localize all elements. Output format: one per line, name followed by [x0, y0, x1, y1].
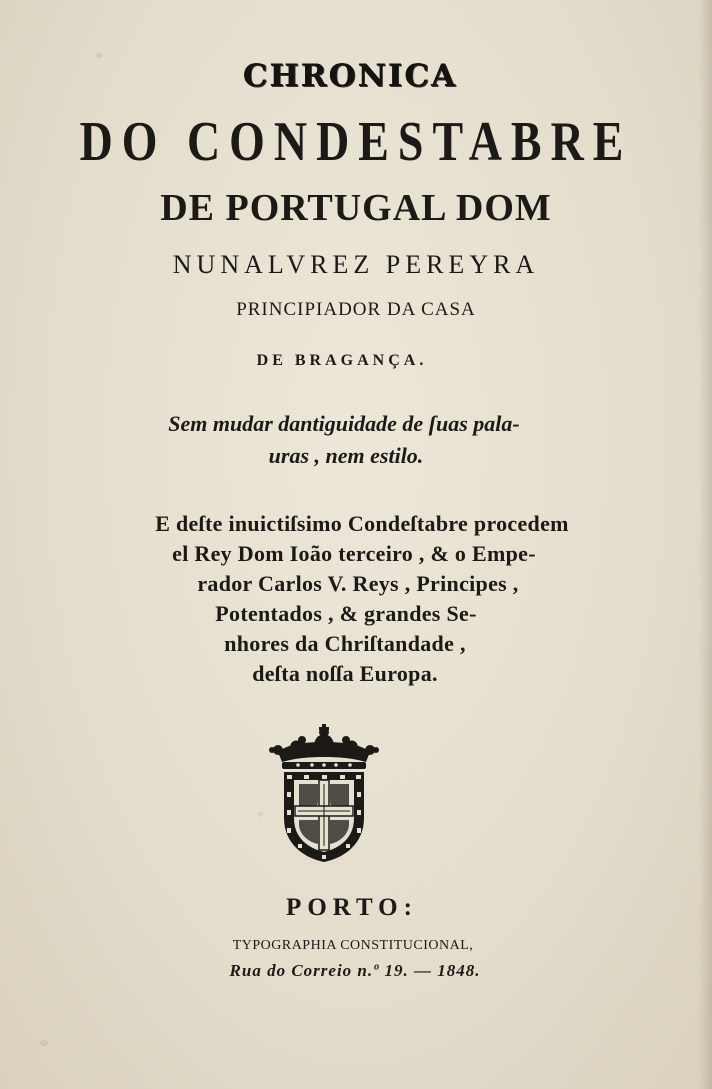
subtitle-line-1: Sem mudar dantiguidade de ſuas pala-: [168, 411, 520, 436]
subtitle-line-2: uras , nem estilo.: [268, 443, 424, 468]
imprint-place: PORTO:: [286, 894, 418, 921]
body-line-5: nhores da Chriſtandade ,: [224, 631, 466, 656]
body-line-3: rador Carlos V. Reys , Principes ,: [197, 571, 519, 596]
title-line-5: DE BRAGANÇA.: [256, 352, 428, 369]
title-line-3: NUNALVREZ PEREYRA: [172, 250, 540, 279]
imprint-printer: TYPOGRAPHIA CONSTITUCIONAL,: [232, 938, 474, 953]
title-line-4: PRINCIPIADOR DA CASA: [236, 299, 476, 320]
imprint-address-date: Rua do Correio n.º 19. — 1848.: [229, 961, 481, 980]
body-line-2: el Rey Dom Ioão terceiro , & o Empe-: [172, 541, 536, 566]
body-line-6: deſta noſſa Europa.: [252, 661, 438, 686]
title-line-1: DO CONDESTABRE: [79, 111, 633, 173]
paper-foxing: [40, 1040, 48, 1046]
body-line-4: Potentados , & grandes Se-: [215, 601, 477, 626]
heading-cronica: CHRONICA: [242, 58, 458, 94]
royal-coat-of-arms-icon: [268, 722, 380, 864]
crown-icon: [269, 724, 379, 769]
paper-foxing: [258, 812, 263, 817]
title-line-2: DE PORTUGAL DOM: [160, 187, 552, 229]
body-line-1: E deſte inuictiſsimo Condeſtabre procedem: [155, 511, 569, 536]
